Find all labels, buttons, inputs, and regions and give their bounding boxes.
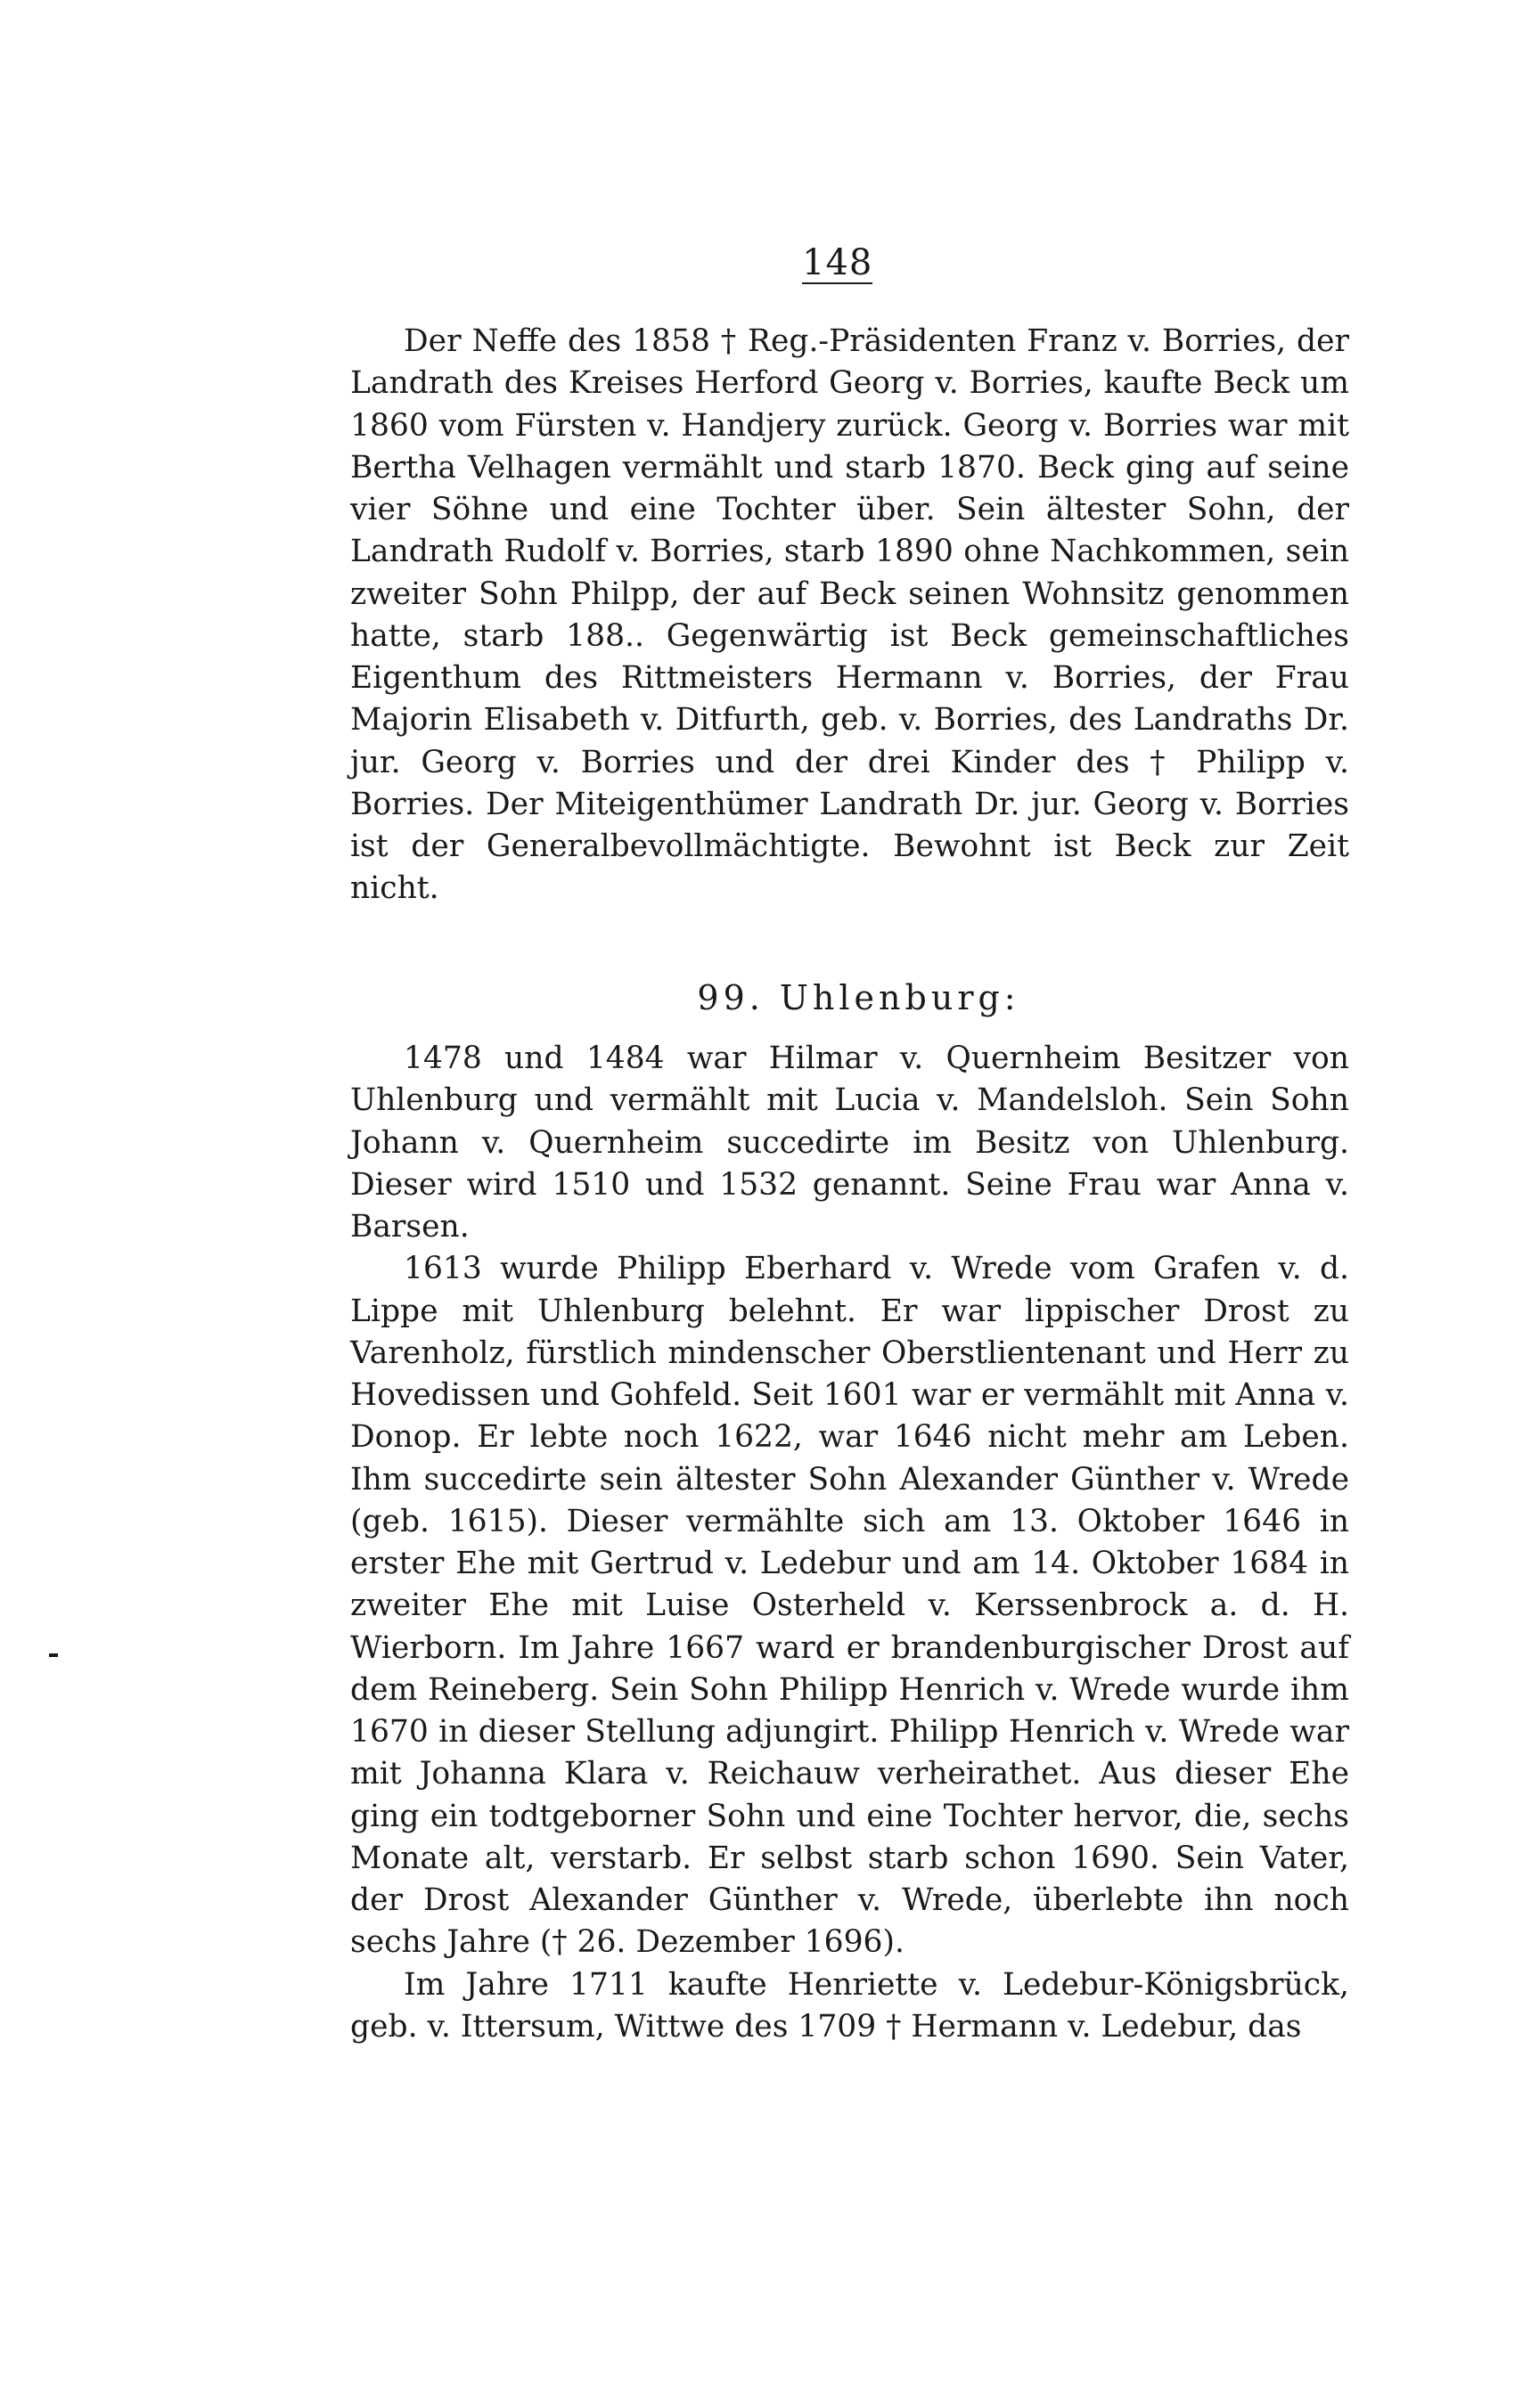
intro-text-block xyxy=(350,321,1349,910)
section-heading-text: 99. Uhlenburg: xyxy=(697,978,1020,1017)
intro-paragraph: Der Neffe des 1858 † Reg.-Präsidenten Franz v. Borries, der Landrath des Kreises Herford Georg v. Borries, kaufte Beck um 1860 vom Fürsten v. Handjery zurück. Georg v. Borries war mit Bertha Velhagen vermählt und starb 1870. Beck ging auf seine vier Söhne und eine Tochter über. Sein ältester Sohn, der Landrath Rudolf v. Borries, starb 1890 ohne Nachkommen, sein zweiter Sohn Philpp, der auf Beck seinen Wohnsitz genommen hatte, starb 188.. Gegenwärtig ist Beck gemeinschaftliches Eigenthum des Rittmeisters Hermann v. Borries, der Frau Majorin Elisabeth v. Ditfurth, geb. v. Borries, des Landraths Dr. jur. Georg v. Borries und der drei Kinder des † Philipp v. Borries. Der Miteigenthümer Landrath Dr. jur. Georg v. Borries ist der Generalbevollmächtigte. Bewohnt ist Beck zur Zeit nicht. xyxy=(350,323,1349,907)
section-heading xyxy=(0,975,1539,1020)
section-paragraph-2: 1613 wurde Philipp Eberhard v. Wrede vom Grafen v. d. Lippe mit Uhlenburg belehnt. Er war lippischer Drost zu Varenholz, fürstlich mindenscher Oberstlientenant und Herr zu Hovedissen und Gohfeld. Seit 1601 war er vermählt mit Anna v. Donop. Er lebte noch 1622, war 1646 nicht mehr am Leben. Ihm succedirte sein ältester Sohn Alexander Günther v. Wrede (geb. 1615). Dieser vermählte sich am 13. Oktober 1646 in erster Ehe mit Gertrud v. Ledebur und am 14. Oktober 1684 in zweiter Ehe mit Luise Osterheld v. Kerssenbrock a. d. H. Wierborn. Im Jahre 1667 ward er brandenburgischer Drost auf dem Reineberg. Sein Sohn Philipp Henrich v. Wrede wurde ihm 1670 in dieser Stellung adjungirt. Philipp Henrich v. Wrede war mit Johanna Klara v. Reichauw verheirathet. Aus dieser Ehe ging ein todtgeborner Sohn und eine Tochter hervor, die, sechs Monate alt, verstarb. Er selbst starb schon 1690. Sein Vater, der Drost Alexander Günther v. Wrede, überlebte ihn noch sechs Jahre († 26. Dezember 1696). xyxy=(350,1251,1349,1961)
section-paragraph-3: Im Jahre 1711 kaufte Henriette v. Ledebur-Königsbrück, geb. v. Ittersum, Wittwe des 1709 † Hermann v. Ledebur, das xyxy=(350,1966,1349,2045)
margin-mark xyxy=(49,1653,58,1657)
section-text-block xyxy=(350,1038,1349,2048)
section-paragraph-1: 1478 und 1484 war Hilmar v. Quernheim Besitzer von Uhlenburg und vermählt mit Lucia v. Mandelsloh. Sein Sohn Johann v. Quernheim succedirte im Besitz von Uhlenburg. Dieser wird 1510 und 1532 genannt. Seine Frau war Anna v. Barsen. xyxy=(350,1041,1349,1245)
page-number: 148 xyxy=(802,242,873,283)
